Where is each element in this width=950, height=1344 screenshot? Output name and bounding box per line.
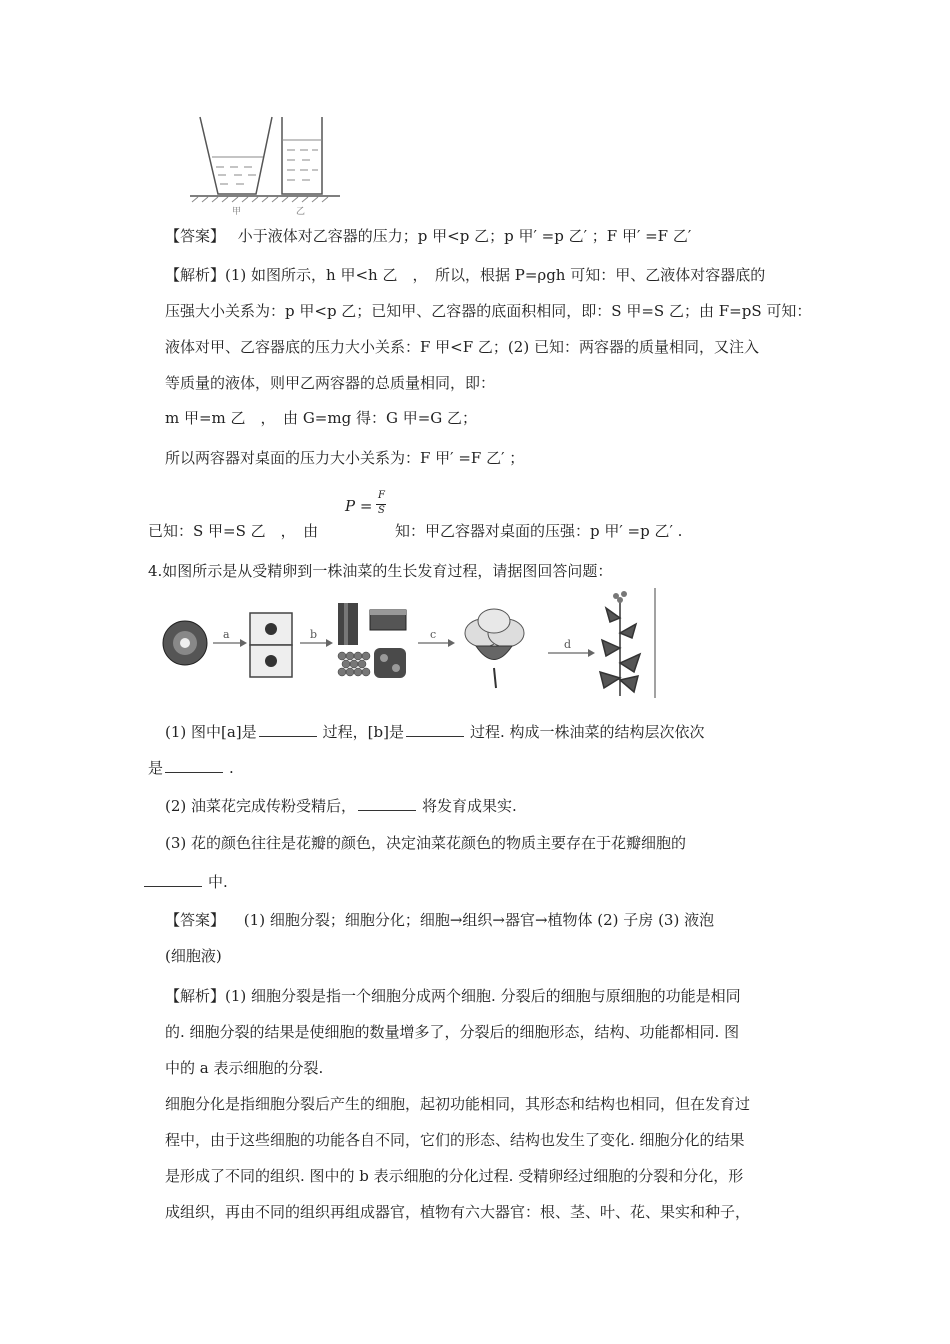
answer-label: 【答案】: [165, 911, 226, 929]
q4-analysis-line7: 成组织，再由不同的组织再组成器官，植物有六大器官：根、茎、叶、花、果实和种子，: [165, 1203, 751, 1221]
q3-part-b: 中.: [208, 873, 228, 891]
q4-title: 4.如图所示是从受精卵到一株油菜的生长发育过程，请据图回答问题：: [148, 562, 613, 580]
blank-vacuole[interactable]: [144, 872, 202, 887]
q4-question3: (3) 花的颜色往往是花瓣的颜色，决定油菜花颜色的物质主要存在于花瓣细胞的: [165, 834, 687, 852]
q1-part-a: (1) 图中[a]是: [165, 723, 257, 741]
answer-label: 【答案】: [165, 227, 226, 245]
q4-question3-cont: [142, 872, 228, 892]
q4-analysis-line4: 细胞分化是指细胞分裂后产生的细胞，起初功能相同，其形态和结构也相同，但在发育过: [165, 1095, 751, 1113]
q4-answer-cont: (细胞液): [165, 947, 222, 965]
q1-part-c: 过程. 构成一株油菜的结构层次依次: [469, 723, 705, 741]
figure-label-right: 乙: [296, 207, 306, 217]
arrow-label-b: b: [310, 628, 318, 641]
q4-analysis-line1: [165, 986, 741, 1006]
q4-question1: [165, 722, 705, 742]
q4-answer: [165, 910, 714, 930]
q2-part-a: (2) 油菜花完成传粉受精后，: [165, 797, 357, 815]
q2-part-b: 将发育成果实.: [422, 797, 517, 815]
arrow-label-d: d: [564, 638, 572, 651]
q4-analysis-line3: 中的 a 表示细胞的分裂.: [165, 1059, 324, 1077]
q3-analysis-line6: 所以两容器对桌面的压力大小关系为：F 甲′ =F 乙′ ；: [165, 449, 525, 467]
q1-part-b: 过程，[b]是: [322, 723, 404, 741]
formula-p: P =: [345, 497, 373, 515]
formula-denominator: S: [378, 505, 385, 516]
q3-analysis-line2: 压强大小关系为：p 甲<p 乙；已知甲、乙容器的底面积相同，即：S 甲=S 乙；由 F=pS 可知：: [165, 302, 812, 320]
q3-answer: [165, 226, 691, 246]
answer-text: 小于液体对乙容器的压力；p 甲<p 乙；p 甲′ =p 乙′ ；F 甲′ =F 乙′: [237, 227, 692, 245]
q1-part-e: .: [229, 759, 234, 777]
analysis-label: 【解析】: [165, 266, 226, 284]
q4-question1-cont: [148, 758, 234, 778]
q1-part-d: 是: [148, 759, 164, 777]
formula-numerator: F: [378, 490, 385, 501]
analysis-label: 【解析】: [165, 987, 226, 1005]
q3-analysis-line4: 等质量的液体，则甲乙两容器的总质量相同，即：: [165, 374, 496, 392]
q3-analysis-line7a: 已知：S 甲=S 乙 ， 由: [148, 522, 319, 540]
blank-b[interactable]: [406, 722, 464, 737]
q3-analysis-line3: 液体对甲、乙容器底的压力大小关系：F 甲<F 乙；(2) 已知：两容器的质量相同，又注入: [165, 338, 759, 356]
arrow-label-c: c: [430, 628, 437, 641]
blank-a[interactable]: [259, 722, 317, 737]
analysis-text: (1) 细胞分裂是指一个细胞分成两个细胞. 分裂后的细胞与原细胞的功能是相同: [225, 987, 741, 1005]
q3-analysis-line7b: 知：甲乙容器对桌面的压强：p 甲′ =p 乙′ .: [395, 522, 683, 540]
answer-text: (1) 细胞分裂；细胞分化；细胞→组织→器官→植物体 (2) 子房 (3) 液泡: [243, 911, 715, 929]
q3-analysis-line5: m 甲=m 乙 ， 由 G=mg 得：G 甲=G 乙；: [165, 409, 478, 427]
analysis-text: (1) 如图所示，h 甲<h 乙 ， 所以，根据 P=ρgh 可知：甲、乙液体对容器底的: [225, 266, 766, 284]
q3-analysis-line1: [165, 265, 765, 285]
development-figure: [158, 588, 658, 698]
blank-ovary[interactable]: [358, 796, 416, 811]
q4-analysis-line2: 的. 细胞分裂的结果是使细胞的数量增多了，分裂后的细胞形态，结构、功能都相同. 图: [165, 1023, 740, 1041]
blank-levels[interactable]: [165, 758, 223, 773]
q4-analysis-line6: 是形成了不同的组织. 图中的 b 表示细胞的分化过程. 受精卵经过细胞的分裂和分化，形: [165, 1167, 744, 1185]
containers-figure: [190, 112, 350, 217]
figure-label-left: 甲: [232, 207, 242, 217]
q4-question2: [165, 796, 517, 816]
arrow-label-a: a: [223, 628, 230, 641]
q4-analysis-line5: 程中，由于这些细胞的功能各自不同，它们的形态、结构也发生了变化. 细胞分化的结果: [165, 1131, 745, 1149]
